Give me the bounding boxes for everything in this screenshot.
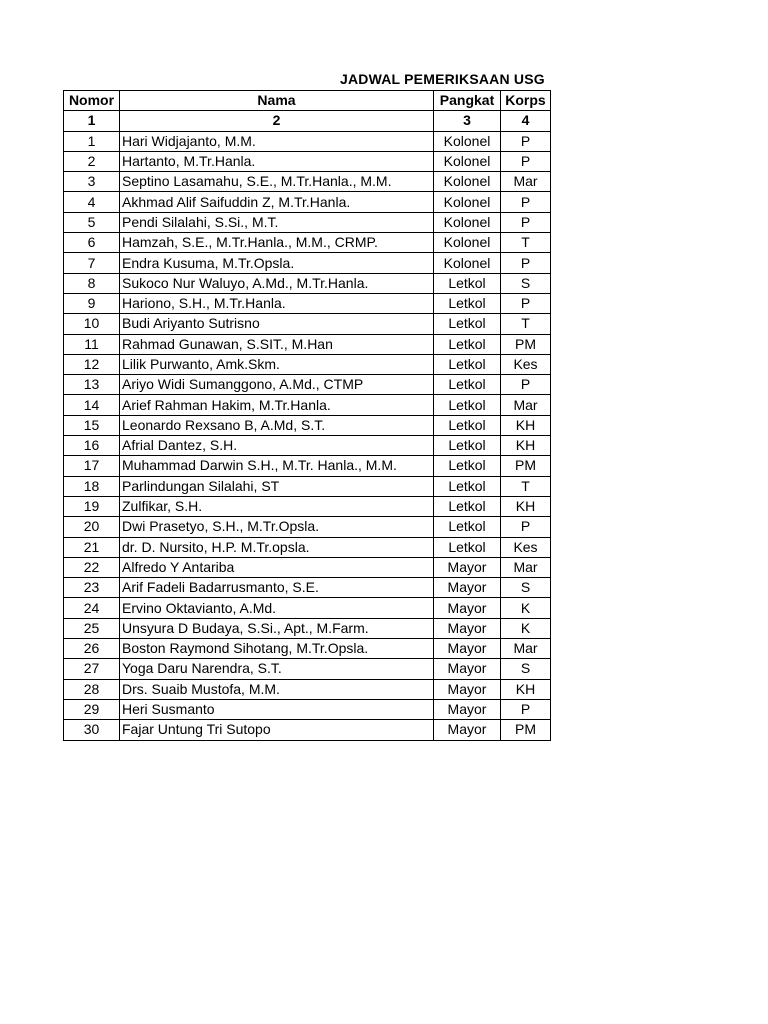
row-number: 22 bbox=[64, 557, 120, 577]
row-name: Pendi Silalahi, S.Si., M.T. bbox=[120, 212, 434, 232]
row-corps: KH bbox=[501, 679, 551, 699]
row-corps: Mar bbox=[501, 639, 551, 659]
row-name: Dwi Prasetyo, S.H., M.Tr.Opsla. bbox=[120, 517, 434, 537]
row-corps: K bbox=[501, 598, 551, 618]
row-rank: Letkol bbox=[434, 537, 501, 557]
row-name: Boston Raymond Sihotang, M.Tr.Opsla. bbox=[120, 639, 434, 659]
column-number-3: 3 bbox=[434, 111, 501, 131]
row-name: Ariyo Widi Sumanggono, A.Md., CTMP bbox=[120, 375, 434, 395]
row-number: 25 bbox=[64, 618, 120, 638]
table-row bbox=[64, 293, 551, 313]
row-number: 1 bbox=[64, 131, 120, 151]
row-rank: Letkol bbox=[434, 395, 501, 415]
row-name: Parlindungan Silalahi, ST bbox=[120, 476, 434, 496]
row-rank: Mayor bbox=[434, 578, 501, 598]
table-row bbox=[64, 720, 551, 740]
row-corps: P bbox=[501, 699, 551, 719]
table-row bbox=[64, 415, 551, 435]
table-row bbox=[64, 517, 551, 537]
table-row bbox=[64, 192, 551, 212]
row-number: 13 bbox=[64, 375, 120, 395]
table-row bbox=[64, 496, 551, 516]
row-corps: KH bbox=[501, 496, 551, 516]
row-number: 5 bbox=[64, 212, 120, 232]
row-name: Endra Kusuma, M.Tr.Opsla. bbox=[120, 253, 434, 273]
row-number: 20 bbox=[64, 517, 120, 537]
header-nama: Nama bbox=[120, 91, 434, 111]
row-name: Ervino Oktavianto, A.Md. bbox=[120, 598, 434, 618]
row-name: Arif Fadeli Badarrusmanto, S.E. bbox=[120, 578, 434, 598]
row-corps: P bbox=[501, 212, 551, 232]
row-number: 15 bbox=[64, 415, 120, 435]
row-name: Leonardo Rexsano B, A.Md, S.T. bbox=[120, 415, 434, 435]
row-corps: P bbox=[501, 253, 551, 273]
row-rank: Kolonel bbox=[434, 131, 501, 151]
row-corps: Kes bbox=[501, 354, 551, 374]
row-corps: PM bbox=[501, 720, 551, 740]
row-rank: Mayor bbox=[434, 679, 501, 699]
column-number-row bbox=[64, 111, 551, 131]
table-row bbox=[64, 436, 551, 456]
header-pangkat: Pangkat bbox=[434, 91, 501, 111]
row-number: 18 bbox=[64, 476, 120, 496]
row-rank: Letkol bbox=[434, 375, 501, 395]
row-corps: S bbox=[501, 273, 551, 293]
row-corps: Mar bbox=[501, 557, 551, 577]
row-number: 8 bbox=[64, 273, 120, 293]
row-name: Sukoco Nur Waluyo, A.Md., M.Tr.Hanla. bbox=[120, 273, 434, 293]
row-corps: T bbox=[501, 476, 551, 496]
table-row bbox=[64, 456, 551, 476]
row-number: 17 bbox=[64, 456, 120, 476]
row-name: Hariono, S.H., M.Tr.Hanla. bbox=[120, 293, 434, 313]
row-rank: Letkol bbox=[434, 517, 501, 537]
row-number: 4 bbox=[64, 192, 120, 212]
table-row bbox=[64, 679, 551, 699]
schedule-table bbox=[63, 90, 551, 741]
row-name: Hari Widjajanto, M.M. bbox=[120, 131, 434, 151]
table-row bbox=[64, 699, 551, 719]
row-rank: Letkol bbox=[434, 496, 501, 516]
row-rank: Letkol bbox=[434, 415, 501, 435]
row-number: 21 bbox=[64, 537, 120, 557]
table-row bbox=[64, 639, 551, 659]
page-title: JADWAL PEMERIKSAAN USG bbox=[340, 71, 545, 87]
row-corps: T bbox=[501, 233, 551, 253]
row-corps: Mar bbox=[501, 172, 551, 192]
table-row bbox=[64, 314, 551, 334]
table-body bbox=[64, 131, 551, 740]
row-rank: Letkol bbox=[434, 456, 501, 476]
row-number: 2 bbox=[64, 151, 120, 171]
row-number: 14 bbox=[64, 395, 120, 415]
row-rank: Letkol bbox=[434, 354, 501, 374]
row-name: dr. D. Nursito, H.P. M.Tr.opsla. bbox=[120, 537, 434, 557]
row-number: 30 bbox=[64, 720, 120, 740]
row-rank: Letkol bbox=[434, 334, 501, 354]
row-rank: Letkol bbox=[434, 293, 501, 313]
row-number: 9 bbox=[64, 293, 120, 313]
row-name: Rahmad Gunawan, S.SIT., M.Han bbox=[120, 334, 434, 354]
column-number-1: 1 bbox=[64, 111, 120, 131]
row-rank: Mayor bbox=[434, 557, 501, 577]
table-row bbox=[64, 334, 551, 354]
row-rank: Mayor bbox=[434, 598, 501, 618]
row-name: Budi Ariyanto Sutrisno bbox=[120, 314, 434, 334]
row-corps: PM bbox=[501, 334, 551, 354]
row-rank: Kolonel bbox=[434, 233, 501, 253]
row-corps: P bbox=[501, 131, 551, 151]
row-name: Akhmad Alif Saifuddin Z, M.Tr.Hanla. bbox=[120, 192, 434, 212]
row-corps: KH bbox=[501, 436, 551, 456]
row-rank: Mayor bbox=[434, 699, 501, 719]
table-row bbox=[64, 212, 551, 232]
row-number: 12 bbox=[64, 354, 120, 374]
row-rank: Letkol bbox=[434, 476, 501, 496]
table-row bbox=[64, 537, 551, 557]
table-row bbox=[64, 233, 551, 253]
row-corps: P bbox=[501, 375, 551, 395]
column-number-2: 2 bbox=[120, 111, 434, 131]
row-rank: Kolonel bbox=[434, 212, 501, 232]
row-rank: Kolonel bbox=[434, 151, 501, 171]
row-name: Septino Lasamahu, S.E., M.Tr.Hanla., M.M. bbox=[120, 172, 434, 192]
row-rank: Letkol bbox=[434, 314, 501, 334]
table-row bbox=[64, 598, 551, 618]
table-row bbox=[64, 172, 551, 192]
row-number: 29 bbox=[64, 699, 120, 719]
row-name: Drs. Suaib Mustofa, M.M. bbox=[120, 679, 434, 699]
row-corps: KH bbox=[501, 415, 551, 435]
row-number: 7 bbox=[64, 253, 120, 273]
row-name: Unsyura D Budaya, S.Si., Apt., M.Farm. bbox=[120, 618, 434, 638]
row-corps: Mar bbox=[501, 395, 551, 415]
row-name: Hamzah, S.E., M.Tr.Hanla., M.M., CRMP. bbox=[120, 233, 434, 253]
row-number: 24 bbox=[64, 598, 120, 618]
row-name: Heri Susmanto bbox=[120, 699, 434, 719]
row-name: Alfredo Y Antariba bbox=[120, 557, 434, 577]
row-rank: Kolonel bbox=[434, 172, 501, 192]
row-corps: S bbox=[501, 659, 551, 679]
row-number: 3 bbox=[64, 172, 120, 192]
table-row bbox=[64, 395, 551, 415]
row-name: Fajar Untung Tri Sutopo bbox=[120, 720, 434, 740]
table-row bbox=[64, 618, 551, 638]
row-name: Zulfikar, S.H. bbox=[120, 496, 434, 516]
row-corps: Kes bbox=[501, 537, 551, 557]
table-row bbox=[64, 578, 551, 598]
row-corps: P bbox=[501, 517, 551, 537]
table-row bbox=[64, 131, 551, 151]
row-number: 6 bbox=[64, 233, 120, 253]
row-corps: PM bbox=[501, 456, 551, 476]
row-rank: Mayor bbox=[434, 639, 501, 659]
row-name: Afrial Dantez, S.H. bbox=[120, 436, 434, 456]
row-number: 28 bbox=[64, 679, 120, 699]
row-corps: K bbox=[501, 618, 551, 638]
table-row bbox=[64, 375, 551, 395]
row-rank: Letkol bbox=[434, 436, 501, 456]
row-name: Arief Rahman Hakim, M.Tr.Hanla. bbox=[120, 395, 434, 415]
row-corps: P bbox=[501, 151, 551, 171]
row-rank: Mayor bbox=[434, 720, 501, 740]
table-row bbox=[64, 659, 551, 679]
row-rank: Mayor bbox=[434, 618, 501, 638]
row-corps: P bbox=[501, 293, 551, 313]
table-row bbox=[64, 476, 551, 496]
table-row bbox=[64, 354, 551, 374]
row-rank: Mayor bbox=[434, 659, 501, 679]
row-name: Hartanto, M.Tr.Hanla. bbox=[120, 151, 434, 171]
row-name: Yoga Daru Narendra, S.T. bbox=[120, 659, 434, 679]
row-number: 16 bbox=[64, 436, 120, 456]
row-name: Lilik Purwanto, Amk.Skm. bbox=[120, 354, 434, 374]
column-number-4: 4 bbox=[501, 111, 551, 131]
table-row bbox=[64, 151, 551, 171]
row-number: 10 bbox=[64, 314, 120, 334]
row-corps: T bbox=[501, 314, 551, 334]
row-corps: P bbox=[501, 192, 551, 212]
row-corps: S bbox=[501, 578, 551, 598]
row-rank: Kolonel bbox=[434, 253, 501, 273]
row-number: 19 bbox=[64, 496, 120, 516]
row-number: 11 bbox=[64, 334, 120, 354]
header-korps: Korps bbox=[501, 91, 551, 111]
row-rank: Letkol bbox=[434, 273, 501, 293]
row-number: 23 bbox=[64, 578, 120, 598]
row-number: 26 bbox=[64, 639, 120, 659]
header-nomor: Nomor bbox=[64, 91, 120, 111]
row-number: 27 bbox=[64, 659, 120, 679]
row-name: Muhammad Darwin S.H., M.Tr. Hanla., M.M. bbox=[120, 456, 434, 476]
header-row bbox=[64, 91, 551, 111]
table-row bbox=[64, 273, 551, 293]
table-row bbox=[64, 253, 551, 273]
row-rank: Kolonel bbox=[434, 192, 501, 212]
table-row bbox=[64, 557, 551, 577]
